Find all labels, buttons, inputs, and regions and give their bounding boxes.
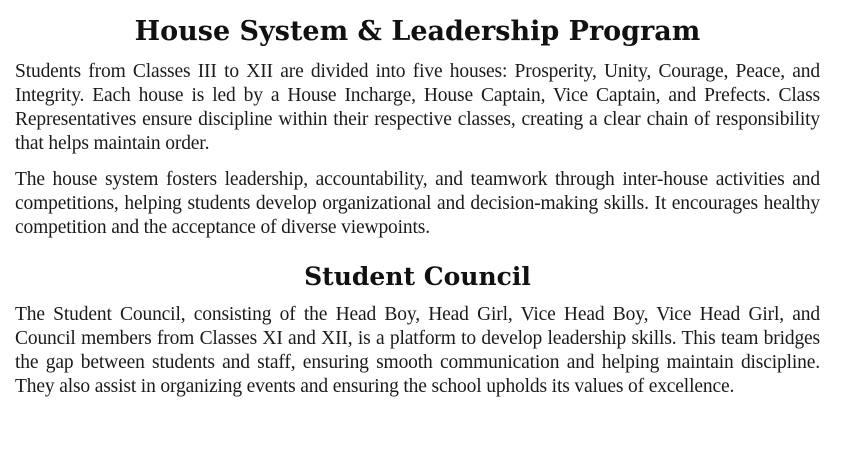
house-system-heading: House System & Leadership Program	[134, 16, 701, 47]
house-system-section	[15, 0, 820, 240]
student-council-section	[15, 262, 820, 399]
document-page	[15, 0, 820, 399]
student-council-heading: Student Council	[304, 262, 531, 291]
house-system-paragraph-2: The house system fosters leadership, accountability, and teamwork through inter-house activities and competitions, helping students develop organizational and decision-making skills. It encourages healthy competition and the acceptance of diverse viewpoints.	[15, 169, 820, 238]
house-system-paragraph-1: Students from Classes III to XII are divided into five houses: Prosperity, Unity, Courage, Peace, and Integrity. Each house is led by a House Incharge, House Captain, Vice Captain, and Prefects. Class Representatives ensure discipline within their respective classes, creating a clear chain of responsibility that helps maintain order.	[15, 61, 820, 154]
student-council-paragraph: The Student Council, consisting of the Head Boy, Head Girl, Vice Head Boy, Vice Head Girl, and Council members from Classes XI and XII, is a platform to develop leadership skills. This team bridges the gap between students and staff, ensuring smooth communication and helping maintain discipline. They also assist in organizing events and ensuring the school upholds its values of excellence.	[15, 304, 820, 397]
